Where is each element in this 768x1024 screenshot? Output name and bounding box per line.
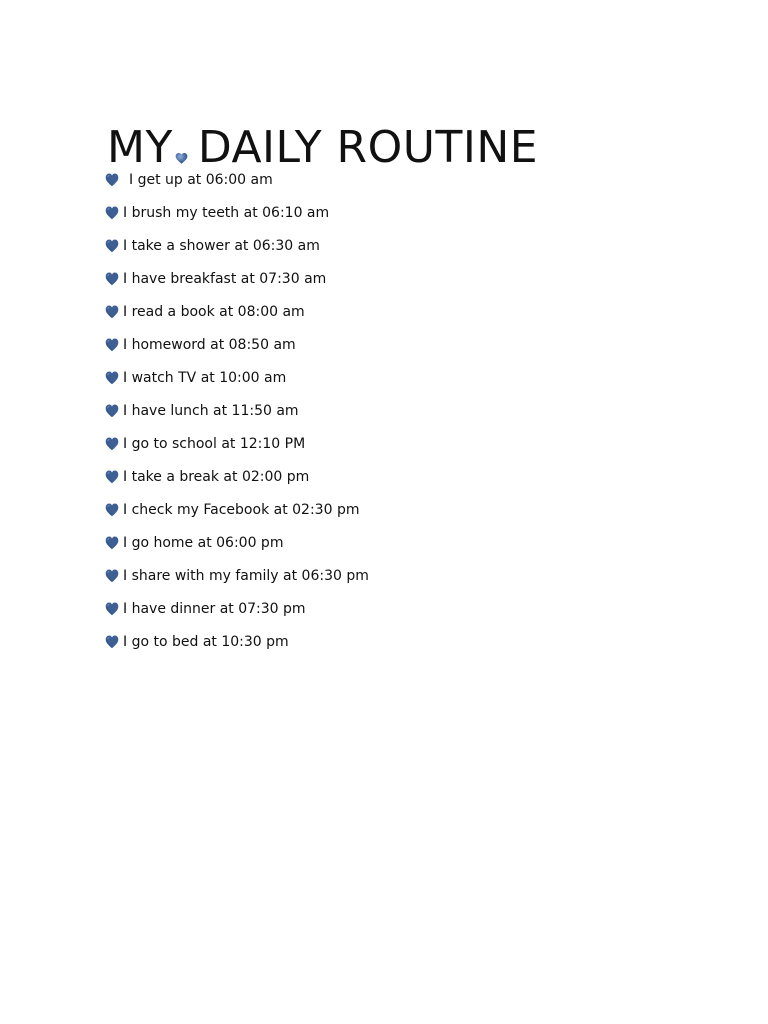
routine-list (105, 163, 369, 658)
list-item-text: I brush my teeth at 06:10 am (123, 204, 330, 221)
list-item-text: I go home at 06:00 pm (123, 534, 284, 551)
list-item-text: I get up at 06:00 am (129, 171, 273, 188)
heart-icon (105, 271, 119, 287)
heart-icon (105, 502, 119, 518)
list-item (105, 592, 369, 625)
heart-icon (105, 601, 119, 617)
title-rest: DAILY ROUTINE (197, 122, 539, 174)
list-item-text: I homeword at 08:50 am (123, 336, 296, 353)
heart-icon (105, 403, 119, 419)
list-item (105, 526, 369, 559)
list-item-text: I watch TV at 10:00 am (123, 369, 287, 386)
heart-icon (105, 172, 119, 188)
list-item-text: I share with my family at 06:30 pm (123, 567, 369, 584)
list-item (105, 493, 369, 526)
heart-icon (105, 634, 119, 650)
title-first-word: MY (107, 122, 173, 174)
heart-icon (105, 238, 119, 254)
heart-icon (105, 370, 119, 386)
list-item-text: I have dinner at 07:30 pm (123, 600, 306, 617)
heart-icon (105, 436, 119, 452)
list-item (105, 229, 369, 262)
list-item-text: I go to bed at 10:30 pm (123, 633, 289, 650)
list-item-text: I take a break at 02:00 pm (123, 468, 310, 485)
list-item-text: I take a shower at 06:30 am (123, 237, 320, 254)
heart-icon (105, 535, 119, 551)
list-item-text: I have lunch at 11:50 am (123, 402, 299, 419)
list-item (105, 196, 369, 229)
heart-icon (105, 469, 119, 485)
list-item (105, 361, 369, 394)
heart-icon (105, 304, 119, 320)
list-item (105, 394, 369, 427)
list-item-text: I go to school at 12:10 PM (123, 435, 306, 452)
list-item (105, 163, 369, 196)
list-item (105, 262, 369, 295)
list-item-text: I read a book at 08:00 am (123, 303, 305, 320)
list-item-text: I check my Facebook at 02:30 pm (123, 501, 360, 518)
heart-icon (105, 205, 119, 221)
list-item (105, 427, 369, 460)
list-item (105, 460, 369, 493)
list-item (105, 328, 369, 361)
list-item (105, 295, 369, 328)
list-item (105, 625, 369, 658)
list-item-text: I have breakfast at 07:30 am (123, 270, 327, 287)
heart-icon (105, 337, 119, 353)
heart-icon (105, 568, 119, 584)
list-item (105, 559, 369, 592)
